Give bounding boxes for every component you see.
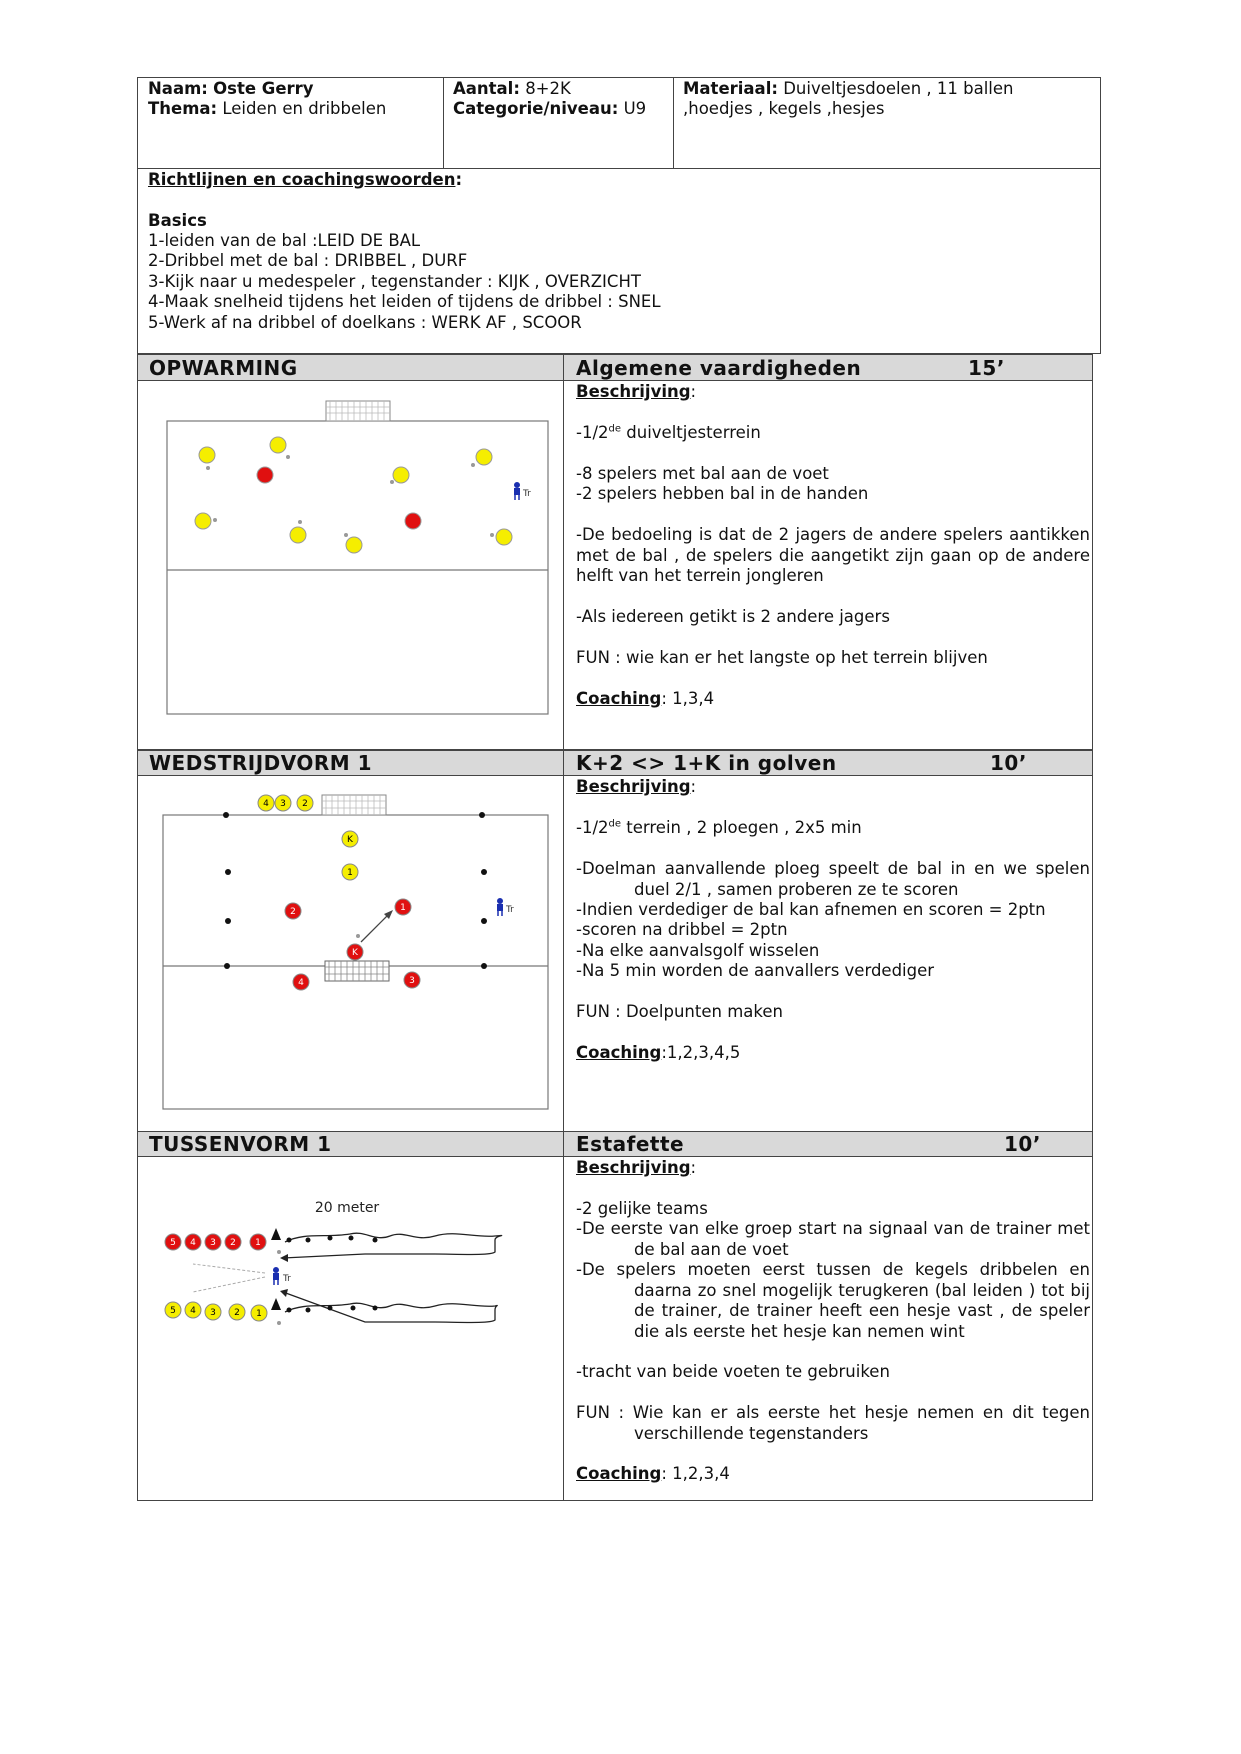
cone bbox=[328, 1236, 333, 1241]
red-player bbox=[405, 513, 421, 529]
description-label: Beschrijving: bbox=[576, 777, 697, 796]
cone bbox=[373, 1306, 378, 1311]
aantal-row: Aantal: 8+2K bbox=[453, 79, 571, 98]
trainer-icon bbox=[514, 482, 520, 500]
desc-line: -Indien verdediger de bal kan afnemen en scoren = 2ptn bbox=[576, 900, 1046, 919]
trainer-label: Tr bbox=[523, 489, 531, 499]
section-time: 15’ bbox=[968, 356, 1005, 380]
match-diagram bbox=[155, 785, 555, 1120]
player-number: 2 bbox=[230, 1238, 236, 1248]
guideline-item: 1-leiden van de bal :LEID DE BAL bbox=[148, 231, 421, 250]
desc-line: -Na 5 min worden de aanvallers verdediger bbox=[576, 961, 935, 980]
player-number: 1 bbox=[256, 1309, 262, 1319]
section-right-title: Estafette bbox=[576, 1132, 685, 1156]
player-number: 2 bbox=[302, 799, 308, 809]
trainer-icon bbox=[497, 898, 503, 916]
cone bbox=[373, 1238, 378, 1243]
yellow-player bbox=[290, 527, 306, 543]
desc-paragraph: -De eerste van elke groep start na signaal van de trainer met de bal aan de voet bbox=[576, 1219, 1090, 1259]
guideline-item: 3-Kijk naar u medespeler , tegenstander : KIJK , OVERZICHT bbox=[148, 272, 641, 291]
desc-line: -Na elke aanvalsgolf wisselen bbox=[576, 941, 820, 960]
yellow-player bbox=[476, 449, 492, 465]
ball bbox=[206, 466, 210, 470]
desc-line: -8 spelers met bal aan de voet bbox=[576, 464, 829, 483]
info-divider bbox=[137, 168, 1101, 169]
section-left-title: WEDSTRIJDVORM 1 bbox=[149, 751, 373, 775]
pass-line bbox=[193, 1277, 265, 1292]
field-outline bbox=[167, 421, 548, 714]
section-time: 10’ bbox=[1004, 1132, 1041, 1156]
arrow-head bbox=[280, 1254, 288, 1262]
desc-paragraph: FUN : Wie kan er als eerste het hesje nemen en dit tegen verschillende tegenstanders bbox=[576, 1403, 1090, 1443]
player-number: K bbox=[352, 948, 358, 958]
dribble-route bbox=[283, 1233, 502, 1258]
cone bbox=[481, 869, 487, 875]
warmup-diagram bbox=[160, 395, 560, 725]
desc-line: FUN : wie kan er het langste op het terrein blijven bbox=[576, 648, 988, 667]
guideline-item: 2-Dribbel met de bal : DRIBBEL , DURF bbox=[148, 251, 468, 270]
distance-label: 20 meter bbox=[314, 1200, 380, 1216]
desc-line: -2 gelijke teams bbox=[576, 1199, 708, 1218]
desc-line: -tracht van beide voeten te gebruiken bbox=[576, 1362, 890, 1381]
player-number: 5 bbox=[170, 1306, 176, 1316]
yellow-player bbox=[496, 529, 512, 545]
cone bbox=[481, 918, 487, 924]
yellow-player bbox=[199, 447, 215, 463]
ball bbox=[356, 934, 360, 938]
cone bbox=[271, 1228, 281, 1240]
section-left-title: TUSSENVORM 1 bbox=[149, 1132, 332, 1156]
player-number: 3 bbox=[210, 1308, 216, 1318]
player-number: 4 bbox=[190, 1238, 196, 1248]
arrow-head bbox=[280, 1289, 288, 1297]
desc-line: -1/2de duiveltjesterrein bbox=[576, 423, 761, 442]
player-number: 3 bbox=[280, 799, 286, 809]
description-label: Beschrijving: bbox=[576, 1158, 697, 1177]
categorie-row: Categorie/niveau: U9 bbox=[453, 99, 647, 118]
desc-line: -Als iedereen getikt is 2 andere jagers bbox=[576, 607, 890, 626]
cone bbox=[271, 1298, 281, 1310]
description-label: Beschrijving: bbox=[576, 382, 697, 401]
cone bbox=[224, 963, 230, 969]
goal-net bbox=[322, 795, 386, 815]
pass-line bbox=[193, 1264, 265, 1273]
desc-line: FUN : Doelpunten maken bbox=[576, 1002, 783, 1021]
player-number: 5 bbox=[170, 1238, 176, 1248]
cone bbox=[479, 812, 485, 818]
goal-net bbox=[326, 401, 390, 421]
yellow-player bbox=[270, 437, 286, 453]
trainer-label: Tr bbox=[283, 1274, 291, 1284]
cone bbox=[306, 1308, 311, 1313]
ball bbox=[390, 480, 394, 484]
ball bbox=[277, 1250, 281, 1254]
goal-net bbox=[325, 961, 389, 981]
relay-diagram bbox=[155, 1180, 555, 1340]
player-number: 1 bbox=[347, 868, 353, 878]
basics-heading: Basics bbox=[148, 211, 207, 230]
player-number: 2 bbox=[234, 1308, 240, 1318]
cone bbox=[223, 812, 229, 818]
section-left-title: OPWARMING bbox=[149, 356, 298, 380]
player-number: 1 bbox=[400, 903, 406, 913]
dribble-route bbox=[283, 1292, 497, 1323]
player-number: 4 bbox=[190, 1306, 196, 1316]
ball bbox=[490, 533, 494, 537]
cone bbox=[225, 869, 231, 875]
info-col-divider-1 bbox=[443, 77, 444, 169]
guidelines-title: Richtlijnen en coachingswoorden: bbox=[148, 170, 463, 189]
ball bbox=[298, 520, 302, 524]
info-col-divider-2 bbox=[673, 77, 674, 169]
cone bbox=[306, 1238, 311, 1243]
desc-paragraph: -De bedoeling is dat de 2 jagers de andere spelers aantikken met de bal , de spelers die aangetikt zijn gaan op de andere helft van het terrein jongleren bbox=[576, 525, 1090, 585]
desc-paragraph: -De spelers moeten eerst tussen de kegels dribbelen en daarna zo snel mogelijk terugkeren (bal leiden ) tot bij de trainer, de trainer heeft een hesje vast , de speler die als eerste het hesje kan nemen wint bbox=[576, 1260, 1090, 1341]
player-number: 3 bbox=[210, 1238, 216, 1248]
player-number: 1 bbox=[255, 1238, 261, 1248]
guideline-item: 4-Maak snelheid tijdens het leiden of tijdens de dribbel : SNEL bbox=[148, 292, 661, 311]
player-number: 4 bbox=[263, 799, 269, 809]
yellow-player bbox=[393, 467, 409, 483]
section-right-title: K+2 <> 1+K in golven bbox=[576, 751, 837, 775]
guideline-item: 5-Werk af na dribbel of doelkans : WERK AF , SCOOR bbox=[148, 313, 582, 332]
ball bbox=[471, 463, 475, 467]
ball bbox=[286, 455, 290, 459]
materiaal-row-2: ,hoedjes , kegels ,hesjes bbox=[683, 99, 885, 118]
materiaal-row: Materiaal: Duiveltjesdoelen , 11 ballen bbox=[683, 79, 1014, 98]
desc-line: -1/2de terrein , 2 ploegen , 2x5 min bbox=[576, 818, 862, 837]
red-player bbox=[257, 467, 273, 483]
naam-row: Naam: Oste Gerry bbox=[148, 79, 314, 98]
desc-paragraph: -Doelman aanvallende ploeg speelt de bal in en we spelen duel 2/1 , samen proberen ze te scoren bbox=[576, 859, 1090, 899]
coaching-line: Coaching:1,2,3,4,5 bbox=[576, 1043, 741, 1062]
cone bbox=[328, 1306, 333, 1311]
player-number: 3 bbox=[409, 976, 415, 986]
desc-line: -scoren na dribbel = 2ptn bbox=[576, 920, 788, 939]
thema-row: Thema: Leiden en dribbelen bbox=[148, 99, 387, 118]
player-number: K bbox=[347, 835, 353, 845]
trainer-label: Tr bbox=[506, 905, 514, 915]
yellow-player bbox=[195, 513, 211, 529]
cone bbox=[225, 918, 231, 924]
cone bbox=[481, 963, 487, 969]
section-right-title: Algemene vaardigheden bbox=[576, 356, 862, 380]
trainer-icon bbox=[273, 1267, 279, 1285]
player-number: 2 bbox=[290, 907, 296, 917]
yellow-player bbox=[346, 537, 362, 553]
cone bbox=[351, 1306, 356, 1311]
pass-arrow bbox=[361, 910, 393, 942]
player-number: 4 bbox=[298, 978, 304, 988]
coaching-line: Coaching: 1,3,4 bbox=[576, 689, 715, 708]
ball bbox=[344, 533, 348, 537]
section-time: 10’ bbox=[990, 751, 1027, 775]
cone bbox=[287, 1308, 292, 1313]
desc-line: -2 spelers hebben bal in de handen bbox=[576, 484, 869, 503]
ball bbox=[277, 1321, 281, 1325]
cone bbox=[287, 1238, 292, 1243]
cone bbox=[349, 1236, 354, 1241]
coaching-line: Coaching: 1,2,3,4 bbox=[576, 1464, 730, 1483]
ball bbox=[213, 518, 217, 522]
